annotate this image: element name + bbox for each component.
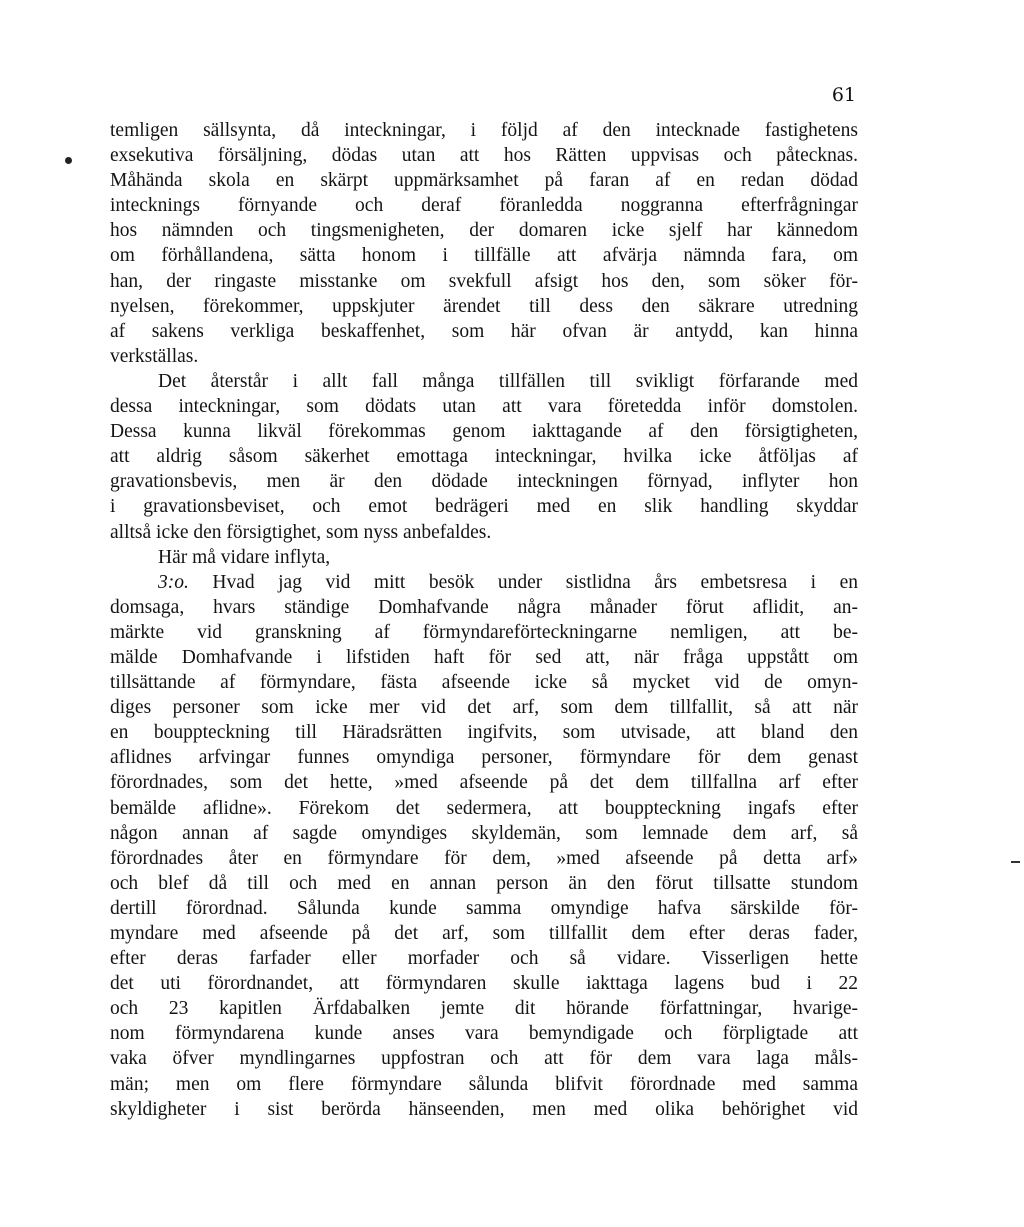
text-line: och 23 kapitlen Ärfdabalken jemte dit hörande författningar, hvarige- xyxy=(110,998,858,1020)
paragraph-end-line: verkställas. xyxy=(110,345,199,367)
text-line: någon annan af sagde omyndiges skyldemän, som lemnade dem arf, så xyxy=(110,822,858,844)
text-line: domsaga, hvars ständige Domhafvande några månader förut aflidit, an- xyxy=(110,596,858,618)
text-line: mälde Domhafvande i lifstiden haft för sed att, när fråga uppstått om xyxy=(110,646,858,668)
text-line: bemälde aflidne». Förekom det sedermera, att bouppteckning ingafs efter xyxy=(110,797,858,819)
heading-line: Här må vidare inflyta, xyxy=(158,546,331,568)
text-line: aflidnes arfvingar funnes omyndiga personer, förmyndare för dem genast xyxy=(110,747,858,769)
text-line: exsekutiva försäljning, dödas utan att hos Rätten uppvisas och påtecknas. xyxy=(110,145,858,167)
body-text xyxy=(110,118,858,1122)
text-line: han, der ringaste misstanke om svekfull afsigt hos den, som söker för- xyxy=(110,270,858,292)
text-line: intecknings förnyande och deraf föranledda noggranna efterfrågningar xyxy=(110,195,858,217)
text-line: män; men om flere förmyndare sålunda blifvit förordnade med samma xyxy=(110,1073,858,1095)
page-number: 61 xyxy=(831,84,856,106)
text-line: af sakens verkliga beskaffenhet, som här ofvan är antydd, kan hinna xyxy=(110,320,858,342)
section-start-text: Hvad jag vid mitt besök under sistlidna års embetsresa i en xyxy=(212,571,858,593)
paragraph-end-line: alltså icke den försigtighet, som nyss anbefaldes. xyxy=(110,521,492,543)
text-line: att aldrig såsom säkerhet emottaga inteckningar, hvilka icke åtföljas af xyxy=(110,446,858,468)
text-line: skyldigheter i sist berörda hänseenden, men med olika behörighet vid xyxy=(110,1098,858,1120)
margin-dot-mark xyxy=(65,157,72,164)
text-line: Dessa kunna likväl förekommas genom iakttagande af den försigtigheten, xyxy=(110,421,858,443)
text-line: förordnades, som det hette, »med afseende på det dem tillfallna arf efter xyxy=(110,772,858,794)
text-line: förordnades åter en förmyndare för dem, »med afseende på detta arf» xyxy=(110,847,858,869)
text-line: och blef då till och med en annan person än den förut tillsatte stundom xyxy=(110,872,858,894)
text-line: gravationsbevis, men är den dödade inteckningen förnyad, inflyter hon xyxy=(110,471,858,493)
text-line: i gravationsbeviset, och emot bedrägeri med en slik handling skyddar xyxy=(110,496,858,518)
text-line: dertill förordnad. Sålunda kunde samma omyndige hafva särskilde för- xyxy=(110,897,858,919)
text-line: det uti förordnandet, att förmyndaren skulle iakttaga lagens bud i 22 xyxy=(110,973,858,995)
text-line: märkte vid granskning af förmyndareförteckningarne nemligen, att be- xyxy=(110,621,858,643)
text-line: diges personer som icke mer vid det arf, som dem tillfallit, så att när xyxy=(110,697,858,719)
text-line: nyelsen, förekommer, uppskjuter ärendet till dess den säkrare utredning xyxy=(110,295,858,317)
text-line: myndare med afseende på det arf, som tillfallit dem efter deras fader, xyxy=(110,923,858,944)
text-line: om förhållandena, sätta honom i tillfälle att afvärja nämnda fara, om xyxy=(110,245,858,267)
text-line: vaka öfver myndlingarnes uppfostran och att för dem vara laga måls- xyxy=(110,1048,858,1070)
text-line: efter deras farfader eller morfader och så vidare. Visserligen hette xyxy=(110,948,858,970)
text-line: hos nämnden och tingsmenigheten, der domaren icke sjelf har kännedom xyxy=(110,220,858,242)
section-marker: 3:o. xyxy=(158,571,189,593)
text-line: nom förmyndarena kunde anses vara bemyndigade och förpligtade att xyxy=(110,1023,858,1045)
text-line: dessa inteckningar, som dödats utan att vara företedda inför domstolen. xyxy=(110,396,858,418)
paragraph-start-line: Det återstår i allt fall många tillfällen till svikligt förfarande med xyxy=(158,370,858,392)
text-line: Måhända skola en skärpt uppmärksamhet på faran af en redan dödad xyxy=(110,170,858,192)
margin-dash-mark xyxy=(1011,861,1020,863)
section-start-line xyxy=(110,570,858,595)
text-line: temligen sällsynta, då inteckningar, i följd af den intecknade fastighetens xyxy=(110,120,858,141)
text-line: en bouppteckning till Häradsrätten ingifvits, som utvisade, att bland den xyxy=(110,722,858,744)
text-line: tillsättande af förmyndare, fästa afseende icke så mycket vid de omyn- xyxy=(110,672,858,694)
